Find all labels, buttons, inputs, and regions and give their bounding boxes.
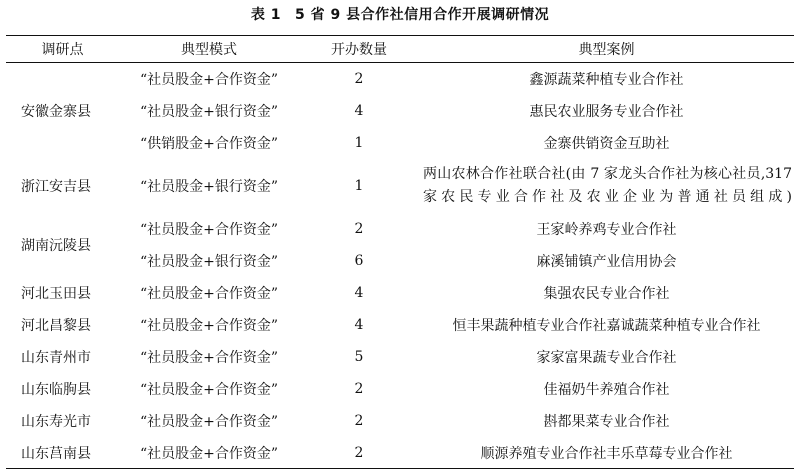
site-cell: 湖南沅陵县: [21, 238, 91, 254]
site-cell: 河北昌黎县: [21, 318, 91, 334]
table-row: [6, 277, 794, 309]
site-cell: 安徽金寨县: [21, 104, 91, 120]
count-cell: 2: [299, 437, 419, 469]
table-row: [6, 95, 794, 127]
table-row: [6, 341, 794, 373]
mode-cell: “社员股金+合作资金”: [139, 318, 279, 334]
case-cell: 鑫源蔬菜种植专业合作社: [529, 72, 684, 88]
case-cell: 家家富果蔬专业合作社: [536, 350, 677, 366]
table-row: [6, 127, 794, 159]
table-title: 5 省 9 县合作社信用合作开展调研情况: [295, 7, 550, 23]
mode-cell: “社员股金+银行资金”: [139, 179, 279, 195]
case-cell: 佳福奶牛养殖合作社: [543, 382, 670, 398]
count-cell: 4: [354, 285, 364, 301]
count-cell: 2: [354, 71, 364, 87]
table-row: [6, 405, 794, 437]
mode-cell: “社员股金+银行资金”: [139, 254, 279, 270]
table-row: [6, 159, 794, 213]
mode-cell: “社员股金+合作资金”: [139, 72, 279, 88]
count-cell: 1: [354, 178, 364, 194]
mode-cell: “供销股金+合作资金”: [139, 136, 279, 152]
table-number: 表 1: [250, 7, 281, 23]
header-mode: 典型模式: [119, 36, 299, 63]
case-cell: 恒丰果蔬种植专业合作社嘉诚蔬菜种植专业合作社: [452, 318, 761, 334]
table-row: [6, 213, 794, 245]
count-cell: 5: [354, 349, 364, 365]
table-caption: [0, 4, 800, 26]
table-row: [6, 63, 794, 96]
count-cell: 2: [354, 381, 364, 397]
header-count: 开办数量: [299, 36, 419, 63]
mode-cell: “社员股金+合作资金”: [139, 382, 279, 398]
site-cell: 山东莒南县: [6, 437, 119, 469]
mode-cell: “社员股金+合作资金”: [139, 222, 279, 238]
site-cell: 山东寿光市: [21, 414, 91, 430]
case-cell: 集强农民专业合作社: [543, 286, 670, 302]
case-cell: 斟都果菜专业合作社: [543, 414, 670, 430]
survey-table: [6, 35, 794, 469]
count-cell: 2: [354, 221, 364, 237]
mode-cell: “社员股金+银行资金”: [139, 104, 279, 120]
mode-cell: “社员股金+合作资金”: [139, 286, 279, 302]
site-cell: 河北玉田县: [21, 286, 91, 302]
count-cell: 4: [354, 103, 364, 119]
case-cell: 麻溪铺镇产业信用协会: [536, 254, 677, 270]
header-row: [6, 36, 794, 63]
header-site: 调研点: [6, 36, 119, 63]
site-cell: 浙江安吉县: [21, 179, 91, 195]
case-cell: 顺源养殖专业合作社丰乐草莓专业合作社: [419, 437, 794, 469]
table-row: [6, 309, 794, 341]
table-row: [6, 373, 794, 405]
case-cell: 两山农林合作社联合社(由 7 家龙头合作社为核心社员,317 家农民专业合作社及农业企业为普通社员组成): [423, 166, 792, 205]
count-cell: 2: [354, 413, 364, 429]
mode-cell: “社员股金+合作资金”: [139, 414, 279, 430]
table-row: [6, 245, 794, 277]
case-cell: 惠民农业服务专业合作社: [529, 104, 684, 120]
site-cell: 山东临朐县: [21, 382, 91, 398]
count-cell: 6: [354, 253, 364, 269]
mode-cell: “社员股金+合作资金”: [139, 350, 279, 366]
header-case: 典型案例: [419, 36, 794, 63]
case-cell: 王家岭养鸡专业合作社: [536, 222, 677, 238]
count-cell: 1: [354, 135, 364, 151]
count-cell: 4: [354, 317, 364, 333]
case-cell: 金寨供销资金互助社: [543, 136, 670, 152]
site-cell: 山东青州市: [21, 350, 91, 366]
table-row: [6, 437, 794, 469]
mode-cell: “社员股金+合作资金”: [119, 437, 299, 469]
